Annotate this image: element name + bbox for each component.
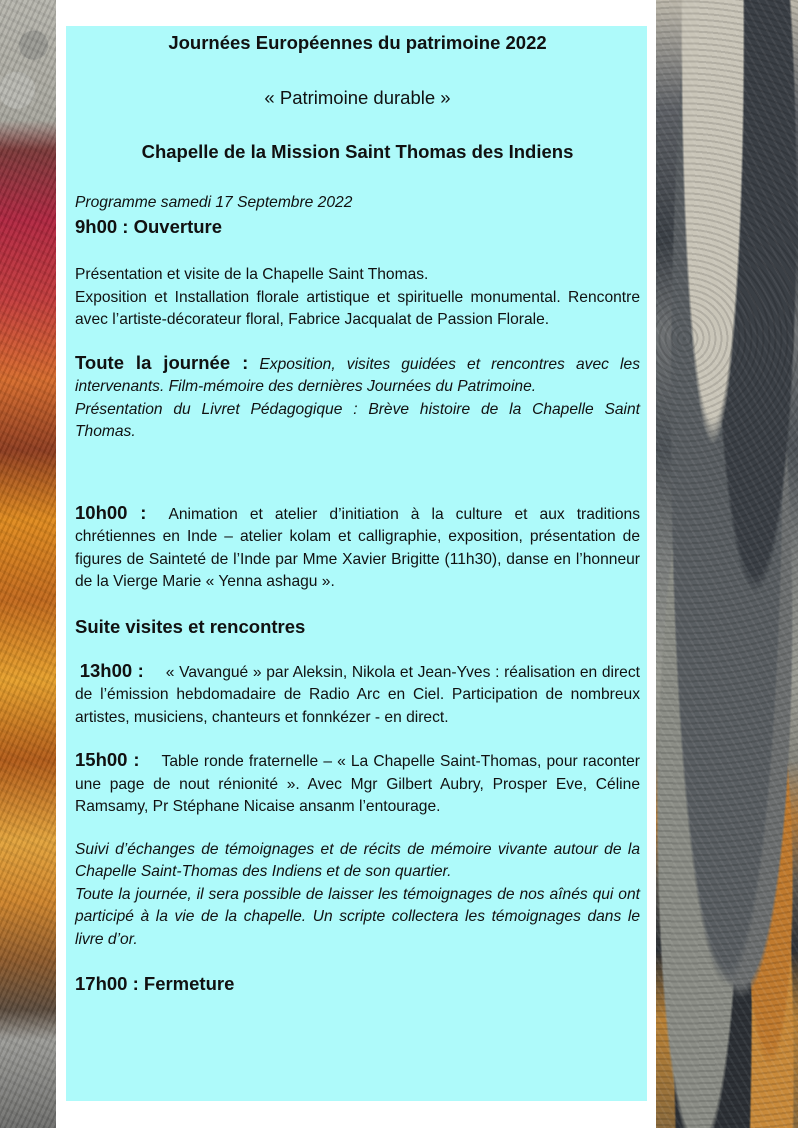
program-date: Programme samedi 17 Septembre 2022 — [75, 193, 353, 211]
ten-label: 10h00 : — [75, 501, 147, 523]
chapel-name: Chapelle de la Mission Saint Thomas des Indiens — [141, 141, 574, 162]
fifteen-text: Table ronde fraternelle – « La Chapelle Saint-Thomas, pour raconter une page de nout rénionité ». Avec Mgr Gilbert Aubry, Prosper Eve, Céline Ramsamy, Pr Stéphane Nicaise ansanm l’entourage. — [75, 753, 640, 815]
left-decorative-texture — [0, 0, 56, 1128]
thirteen-section — [75, 660, 640, 730]
allday-label: Toute la journée : — [75, 351, 249, 373]
opening-heading: 9h00 : Ouverture — [75, 216, 223, 237]
program-content — [75, 26, 640, 997]
exchange-text-2: Toute la journée, il sera possible de laisser les témoignages de nos aînés qui ont participé à la vie de la chapelle. Un scripte collectera les témoignages dans le livre d’or. — [75, 885, 640, 948]
allday-text: Exposition, visites guidées et rencontres avec les intervenants. Film-mémoire des dernières Journées du Patrimoine. — [75, 355, 640, 395]
page-title: Journées Européennes du patrimoine 2022 — [168, 32, 547, 53]
ten-section — [75, 502, 640, 594]
right-stone-texture — [656, 0, 798, 1128]
allday-section — [75, 352, 640, 399]
thirteen-label: 13h00 : — [79, 659, 144, 681]
thirteen-text: « Vavangué » par Aleksin, Nikola et Jean-Yves : réalisation en direct de l’émission hebdomadaire de Radio Arc en Ciel. Participation de nombreux artistes, musiciens, chanteurs et fonnkézer - en direct. — [75, 663, 640, 726]
page-subtitle: « Patrimoine durable » — [264, 86, 451, 108]
fifteen-section — [75, 749, 640, 819]
ten-text: Animation et atelier d’initiation à la culture et aux traditions chrétiennes en Inde – atelier kolam et calligraphie, exposition, présentation de figures de Sainteté de l’Inde par Mme Xavier Brigitte (11h30), danse en l’honneur de la Vierge Marie « Yenna ashagu ». — [75, 505, 640, 590]
opening-text-2: Exposition et Installation florale artistique et spirituelle monumental. Rencontre avec l’artiste-décorateur floral, Fabrice Jacqualat de Passion Florale. — [75, 288, 640, 328]
suite-heading: Suite visites et rencontres — [75, 615, 306, 637]
opening-text: Présentation et visite de la Chapelle Saint Thomas. — [75, 266, 429, 283]
fifteen-label: 15h00 : — [75, 749, 140, 770]
exchange-text: Suivi d’échanges de témoignages et de récits de mémoire vivante autour de la Chapelle Saint-Thomas des Indiens et de son quartier. — [75, 840, 640, 880]
closing-heading: 17h00 : Fermeture — [75, 973, 235, 994]
allday-text-2: Présentation du Livret Pédagogique : Brève histoire de la Chapelle Saint Thomas. — [75, 400, 640, 440]
